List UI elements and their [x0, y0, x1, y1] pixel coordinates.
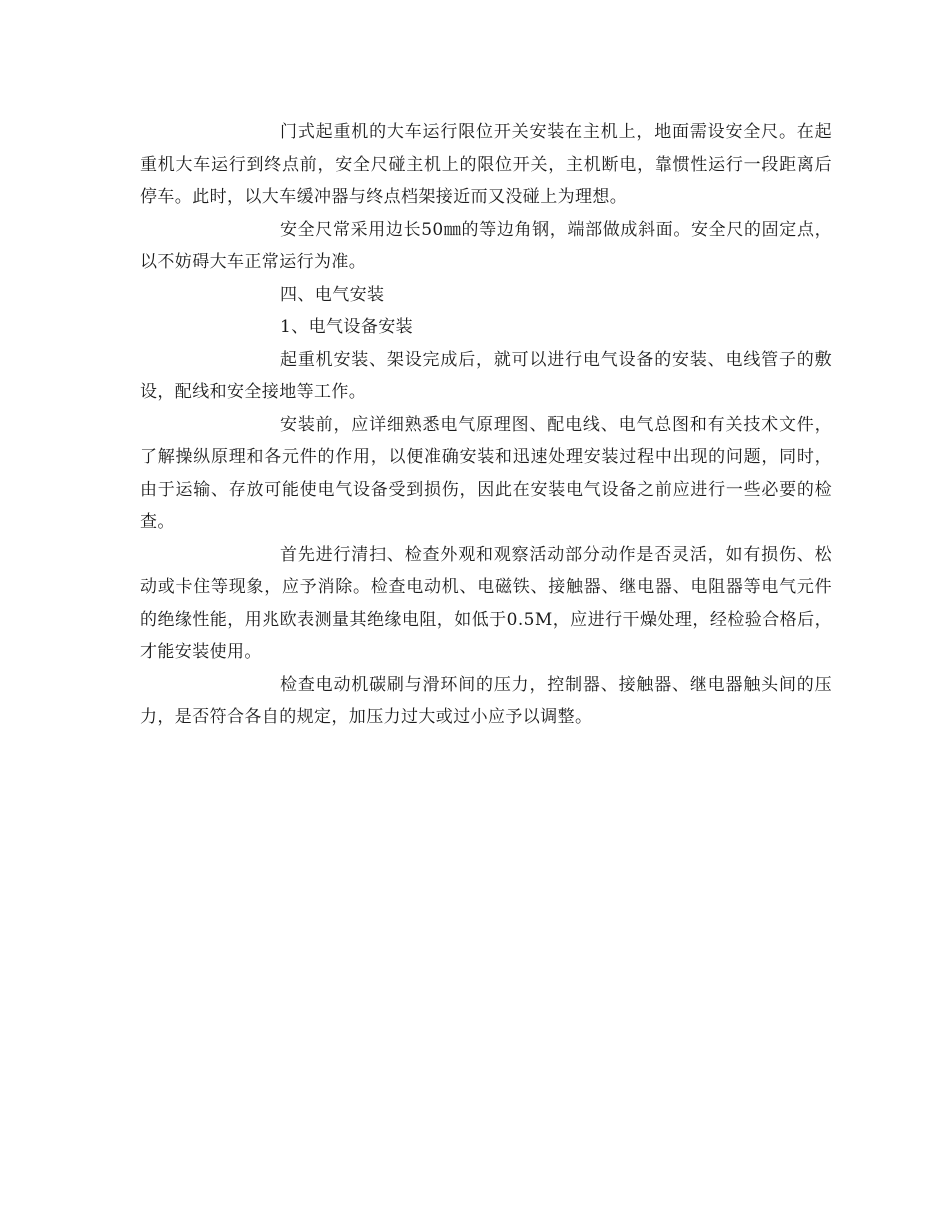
subsection-heading-electrical-equipment: 1、电气设备安装	[280, 317, 414, 337]
section-heading-electrical-installation: 四、电气安装	[280, 284, 385, 305]
document-body	[140, 116, 832, 734]
paragraph-before-installation: 安装前，应详细熟悉电气原理图、配电线、电气总图和有关技术文件，了解操纵原理和各元件的作用，以便准确安装和迅速处理安装过程中出现的问题，同时，由于运输、存放可能使电气设备受到损伤，因此在安装电气设备之前应进行一些必要的检查。	[140, 414, 832, 532]
paragraph-safety-ruler: 安全尺常采用边长50㎜的等边角钢，端部做成斜面。安全尺的固定点，以不妨碍大车正常运行为准。	[140, 219, 832, 272]
paragraph-after-erection: 起重机安装、架设完成后，就可以进行电气设备的安装、电线管子的敷设，配线和安全接地等工作。	[140, 349, 832, 402]
paragraph-pressure-check: 检查电动机碳刷与滑环间的压力，控制器、接触器、继电器触头间的压力，是否符合各自的规定，加压力过大或过小应予以调整。	[140, 674, 832, 727]
paragraph-limit-switch: 门式起重机的大车运行限位开关安装在主机上，地面需设安全尺。在起重机大车运行到终点前，安全尺碰主机上的限位开关，主机断电，靠惯性运行一段距离后停车。此时，以大车缓冲器与终点档架接近而又没碰上为理想。	[140, 122, 832, 207]
paragraph-inspection: 首先进行清扫、检查外观和观察活动部分动作是否灵活，如有损伤、松动或卡住等现象，应予消除。检查电动机、电磁铁、接触器、继电器、电阻器等电气元件的绝缘性能，用兆欧表测量其绝缘电阻，如低于0.5M，应进行干燥处理，经检验合格后，才能安装使用。	[140, 544, 832, 662]
